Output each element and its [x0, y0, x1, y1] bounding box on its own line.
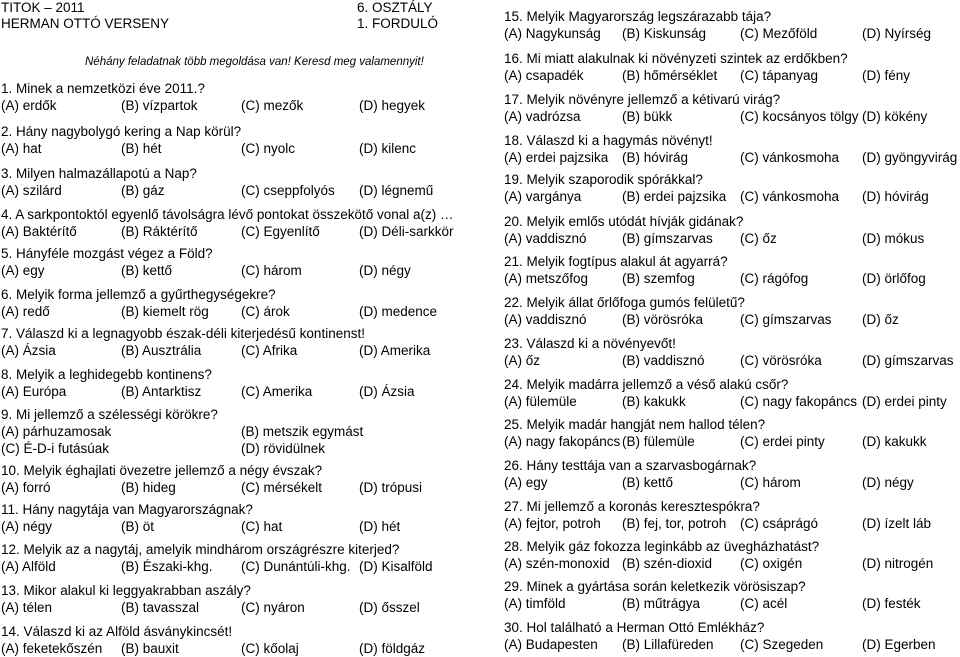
answer-option[interactable]: (A) hat: [1, 141, 42, 156]
answer-option[interactable]: (C) erdei pinty: [740, 434, 825, 449]
question-26: [504, 457, 914, 491]
answer-option[interactable]: (B) metszik egymást: [241, 424, 364, 439]
options-row: [504, 230, 925, 247]
question-text: 11. Hány nagytája van Magyarországnak?: [1, 502, 253, 517]
question-2: [1, 123, 417, 157]
answer-option[interactable]: (B) Ausztrália: [121, 343, 202, 358]
answer-option[interactable]: (C) Egyenlítő: [241, 224, 320, 239]
answer-option[interactable]: (A) egy: [1, 263, 45, 278]
answer-option[interactable]: (D) földgáz: [359, 641, 426, 656]
answer-option[interactable]: (C) nagy fakopáncs: [740, 394, 858, 409]
options-row: [1, 262, 411, 279]
question-15: [504, 8, 932, 42]
answer-option[interactable]: (D) festék: [862, 596, 921, 611]
answer-option[interactable]: (B) Északi-khg.: [121, 559, 213, 574]
answer-option[interactable]: (A) Európa: [1, 384, 67, 399]
question-16: [504, 50, 911, 84]
answer-option[interactable]: (B) kiemelt rög: [121, 304, 209, 319]
question-text: 1. Minek a nemzetközi éve 2011.?: [1, 81, 205, 96]
answer-option[interactable]: (D) Amerika: [359, 343, 431, 358]
answer-option[interactable]: (D) örlőfog: [862, 271, 926, 286]
answer-option[interactable]: (B) gímszarvas: [622, 231, 713, 246]
answer-option[interactable]: (B) hőmérséklet: [622, 68, 718, 83]
answer-option[interactable]: (A) őz: [504, 353, 541, 368]
answer-option[interactable]: (C) oxigén: [740, 556, 803, 571]
options-row: [504, 25, 932, 42]
options-row: [504, 433, 927, 450]
question-10: [1, 462, 423, 496]
question-1: [1, 80, 426, 114]
options-row: [1, 423, 364, 440]
question-30: [504, 619, 936, 653]
answer-option[interactable]: (A) fülemüle: [504, 394, 577, 409]
header-round: 1. FORDULÓ: [357, 16, 439, 31]
header-competition: HERMAN OTTÓ VERSENY: [1, 16, 170, 31]
answer-option[interactable]: (C) É-D-i futásúak: [1, 441, 110, 456]
answer-option[interactable]: (D) Nyírség: [862, 26, 932, 41]
question-23: [504, 335, 954, 369]
answer-option[interactable]: (B) Antarktisz: [121, 384, 202, 399]
answer-option[interactable]: (C) mezők: [241, 98, 304, 113]
options-row: [1, 303, 438, 320]
question-13: [1, 582, 420, 616]
question-14: [1, 623, 426, 657]
options-row: [1, 440, 326, 457]
answer-option[interactable]: (A) Baktérítő: [1, 224, 77, 239]
answer-option[interactable]: (A) csapadék: [504, 68, 584, 83]
answer-option[interactable]: (B) hideg: [121, 480, 176, 495]
answer-option[interactable]: (A) szén-monoxid: [504, 556, 610, 571]
answer-option[interactable]: (B) Lillafüreden: [622, 637, 714, 652]
question-20: [504, 213, 925, 247]
answer-option[interactable]: (D) mókus: [862, 231, 925, 246]
answer-option[interactable]: (B) szemfog: [622, 271, 695, 286]
question-text: 20. Melyik emlős utódát hívják gidának?: [504, 214, 744, 229]
answer-option[interactable]: (A) vaddisznó: [504, 312, 587, 327]
answer-option[interactable]: (A) feketekőszén: [1, 641, 103, 656]
answer-option[interactable]: (B) vörösróka: [622, 312, 704, 327]
options-row: [1, 383, 415, 400]
options-row: [1, 640, 426, 657]
answer-option[interactable]: (C) kocsányos tölgy: [740, 109, 859, 124]
answer-option[interactable]: (B) erdei pajzsika: [622, 189, 727, 204]
answer-option[interactable]: (D) gyöngyvirág: [862, 150, 958, 165]
answer-option[interactable]: (A) egy: [504, 475, 548, 490]
question-text: 21. Melyik fogtípus alakul át agyarrá?: [504, 254, 728, 269]
answer-option[interactable]: (C) kőolaj: [241, 641, 299, 656]
question-21: [504, 253, 926, 287]
answer-option[interactable]: (B) vízpartok: [121, 98, 198, 113]
options-row: [504, 393, 947, 410]
question-text: 26. Hány testtája van a szarvasbogárnak?: [504, 458, 757, 473]
answer-option[interactable]: (D) rövidülnek: [241, 441, 326, 456]
options-row: [504, 270, 926, 287]
header-left: [1, 0, 169, 32]
answer-option[interactable]: (D) nitrogén: [862, 556, 934, 571]
answer-option[interactable]: (B) gáz: [121, 183, 165, 198]
question-text: 30. Hol található a Herman Ottó Emlékház?: [504, 620, 765, 635]
answer-option[interactable]: (C) acél: [740, 596, 788, 611]
question-12: [1, 541, 433, 575]
question-text: 19. Melyik szaporodik spórákkal?: [504, 172, 703, 187]
answer-option[interactable]: (C) nyolc: [241, 141, 296, 156]
answer-option[interactable]: (D) medence: [359, 304, 438, 319]
answer-option[interactable]: (A) metszőfog: [504, 271, 589, 286]
answer-option[interactable]: (A) redő: [1, 304, 50, 319]
question-9: [1, 406, 364, 457]
answer-option[interactable]: (D) négy: [359, 263, 411, 278]
options-row: [1, 599, 420, 616]
question-8: [1, 366, 415, 400]
question-text: 6. Melyik forma jellemző a gyűrthegységekre?: [1, 287, 276, 302]
answer-option[interactable]: (A) vadrózsa: [504, 109, 581, 124]
answer-option[interactable]: (D) őz: [862, 312, 899, 327]
answer-option[interactable]: (D) Ázsia: [359, 384, 415, 399]
answer-option[interactable]: (A) Alföld: [1, 559, 56, 574]
answer-option[interactable]: (B) bauxit: [121, 641, 179, 656]
header-grade: 6. OSZTÁLY: [357, 0, 433, 15]
options-row: [504, 108, 928, 125]
answer-option[interactable]: (C) mérsékelt: [241, 480, 323, 495]
answer-option[interactable]: (D) Déli-sarkkör: [359, 224, 454, 239]
answer-option[interactable]: (A) erdők: [1, 98, 57, 113]
question-5: [1, 245, 411, 279]
question-19: [504, 171, 929, 205]
answer-option[interactable]: (B) tavasszal: [121, 600, 200, 615]
question-text: 25. Melyik madár hangját nem hallod télen?: [504, 417, 766, 432]
answer-option[interactable]: (C) három: [740, 475, 801, 490]
question-18: [504, 132, 958, 166]
answer-option[interactable]: (D) légnemű: [359, 183, 434, 198]
answer-option[interactable]: (A) szilárd: [1, 183, 62, 198]
question-text: 17. Melyik növényre jellemző a kétivarú virág?: [504, 92, 781, 107]
options-row: [1, 223, 454, 240]
options-row: [504, 515, 932, 532]
question-22: [504, 294, 899, 328]
question-text: 4. A sarkpontoktól egyenlő távolságra lévő pontokat összekötő vonal a(z) …: [1, 207, 454, 222]
answer-option[interactable]: (D) ősszel: [359, 600, 420, 615]
answer-option[interactable]: (C) cseppfolyós: [241, 183, 335, 198]
answer-option[interactable]: (C) gímszarvas: [740, 312, 832, 327]
answer-option[interactable]: (D) gímszarvas: [862, 353, 954, 368]
answer-option[interactable]: (A) timföld: [504, 596, 566, 611]
question-text: 14. Válaszd ki az Alföld ásványkincsét!: [1, 624, 233, 639]
options-row: [504, 595, 921, 612]
answer-option[interactable]: (C) nyáron: [241, 600, 305, 615]
answer-option[interactable]: (B) szén-dioxid: [622, 556, 713, 571]
options-row: [504, 636, 936, 653]
answer-option[interactable]: (B) műtrágya: [622, 596, 701, 611]
answer-option[interactable]: (B) fülemüle: [622, 434, 695, 449]
options-row: [1, 518, 401, 535]
options-row: [1, 182, 434, 199]
question-text: 12. Melyik az a nagytáj, amelyik mindhárom országrészre kiterjed?: [1, 542, 400, 557]
options-row: [1, 558, 433, 575]
answer-option[interactable]: (C) tápanyag: [740, 68, 819, 83]
answer-option[interactable]: (D) kökény: [862, 109, 928, 124]
options-row: [1, 97, 426, 114]
options-row: [504, 149, 958, 166]
answer-option[interactable]: (C) rágófog: [740, 271, 809, 286]
answer-option[interactable]: (D) négy: [862, 475, 914, 490]
answer-option[interactable]: (D) hét: [359, 519, 401, 534]
options-row: [504, 474, 914, 491]
question-3: [1, 165, 434, 199]
question-29: [504, 578, 921, 612]
answer-option[interactable]: (B) bükk: [622, 109, 673, 124]
answer-option[interactable]: (D) trópusi: [359, 480, 423, 495]
question-28: [504, 538, 934, 572]
question-text: 24. Melyik madárra jellemző a véső alakú csőr?: [504, 377, 789, 392]
answer-option[interactable]: (A) erdei pajzsika: [504, 150, 609, 165]
answer-option[interactable]: (C) őz: [740, 231, 777, 246]
answer-option[interactable]: (D) fény: [862, 68, 911, 83]
question-4: [1, 206, 454, 240]
question-text: 3. Milyen halmazállapotú a Nap?: [1, 166, 197, 181]
answer-option[interactable]: (C) Mezőföld: [740, 26, 818, 41]
options-row: [504, 67, 911, 84]
answer-option[interactable]: (B) fej, tor, potroh: [622, 516, 727, 531]
answer-option[interactable]: (A) forró: [1, 480, 51, 495]
question-text: 28. Melyik gáz fokozza leginkább az üvegházhatást?: [504, 539, 820, 554]
answer-option[interactable]: (A) Budapesten: [504, 637, 598, 652]
answer-option[interactable]: (D) Kisalföld: [359, 559, 433, 574]
answer-option[interactable]: (A) fejtor, potroh: [504, 516, 601, 531]
header-right: [357, 0, 438, 32]
answer-option[interactable]: (B) hóvirág: [622, 150, 689, 165]
answer-option[interactable]: (B) kettő: [121, 263, 173, 278]
question-17: [504, 91, 928, 125]
answer-option[interactable]: (C) három: [241, 263, 302, 278]
answer-option[interactable]: (C) csáprágó: [740, 516, 819, 531]
question-text: 15. Melyik Magyarország legszárazabb tája?: [504, 9, 772, 24]
answer-option[interactable]: (C) vánkosmoha: [740, 189, 840, 204]
answer-option[interactable]: (C) Amerika: [241, 384, 313, 399]
question-text: 13. Mikor alakul ki leggyakrabban aszály?: [1, 583, 251, 598]
question-text: 8. Melyik a leghidegebb kontinens?: [1, 367, 212, 382]
question-7: [1, 325, 431, 359]
header-title: TITOK – 2011: [1, 0, 85, 15]
answer-option[interactable]: (D) kilenc: [359, 141, 417, 156]
question-6: [1, 286, 438, 320]
answer-option[interactable]: (A) négy: [1, 519, 53, 534]
answer-option[interactable]: (D) erdei pinty: [862, 394, 947, 409]
answer-option[interactable]: (C) hat: [241, 519, 283, 534]
answer-option[interactable]: (D) kakukk: [862, 434, 927, 449]
answer-option[interactable]: (C) vörösróka: [740, 353, 822, 368]
answer-option[interactable]: (C) Dunántúli-khg.: [241, 559, 351, 574]
question-27: [504, 498, 932, 532]
question-text: 5. Hányféle mozgást végez a Föld?: [1, 246, 213, 261]
options-row: [504, 188, 929, 205]
answer-option[interactable]: (B) hét: [121, 141, 162, 156]
question-24: [504, 376, 947, 410]
question-text: 7. Válaszd ki a legnagyobb észak-déli kiterjedésű kontinenst!: [1, 326, 365, 341]
answer-option[interactable]: (B) kettő: [622, 475, 674, 490]
answer-option[interactable]: (A) vargánya: [504, 189, 582, 204]
question-text: 29. Minek a gyártása során keletkezik vörösiszap?: [504, 579, 806, 594]
options-row: [504, 555, 934, 572]
question-text: 9. Mi jellemző a szélességi körökre?: [1, 407, 218, 422]
options-row: [1, 342, 431, 359]
answer-option[interactable]: (D) Egerben: [862, 637, 936, 652]
options-row: [504, 352, 954, 369]
question-11: [1, 501, 401, 535]
options-row: [1, 140, 417, 157]
answer-option[interactable]: (C) Szegeden: [740, 637, 824, 652]
answer-option[interactable]: (A) párhuzamosak: [1, 424, 112, 439]
answer-option[interactable]: (C) Afrika: [241, 343, 298, 358]
answer-option[interactable]: (D) hóvirág: [862, 189, 929, 204]
answer-option[interactable]: (B) Kiskunság: [622, 26, 707, 41]
options-row: [504, 311, 899, 328]
answer-option[interactable]: (A) vaddisznó: [504, 231, 587, 246]
answer-option[interactable]: (D) ízelt láb: [862, 516, 932, 531]
answer-option[interactable]: (B) kakukk: [622, 394, 686, 409]
question-text: 18. Válaszd ki a hagymás növényt!: [504, 133, 713, 148]
question-text: 2. Hány nagybolygó kering a Nap körül?: [1, 124, 242, 139]
instruction-note: Néhány feladatnak több megoldása van! Keresd meg valamennyit!: [85, 56, 424, 68]
question-25: [504, 416, 927, 450]
question-text: 23. Válaszd ki a növényevőt!: [504, 336, 676, 351]
answer-option[interactable]: (C) árok: [241, 304, 290, 319]
answer-option[interactable]: (D) hegyek: [359, 98, 426, 113]
options-row: [1, 479, 423, 496]
answer-option[interactable]: (A) nagy fakopáncs: [504, 434, 621, 449]
answer-option[interactable]: (B) vaddisznó: [622, 353, 705, 368]
answer-option[interactable]: (A) télen: [1, 600, 53, 615]
answer-option[interactable]: (B) öt: [121, 519, 155, 534]
answer-option[interactable]: (A) Ázsia: [1, 343, 56, 358]
answer-option[interactable]: (B) Ráktérítő: [121, 224, 198, 239]
question-text: 27. Mi jellemző a koronás keresztespókra?: [504, 499, 760, 514]
question-text: 10. Melyik éghajlati övezetre jellemző a négy évszak?: [1, 463, 323, 478]
answer-option[interactable]: (A) Nagykunság: [504, 26, 601, 41]
answer-option[interactable]: (C) vánkosmoha: [740, 150, 840, 165]
question-text: 16. Mi miatt alakulnak ki növényzeti szintek az erdőkben?: [504, 51, 848, 66]
question-text: 22. Melyik állat őrlőfoga gumós felületű?: [504, 295, 745, 310]
